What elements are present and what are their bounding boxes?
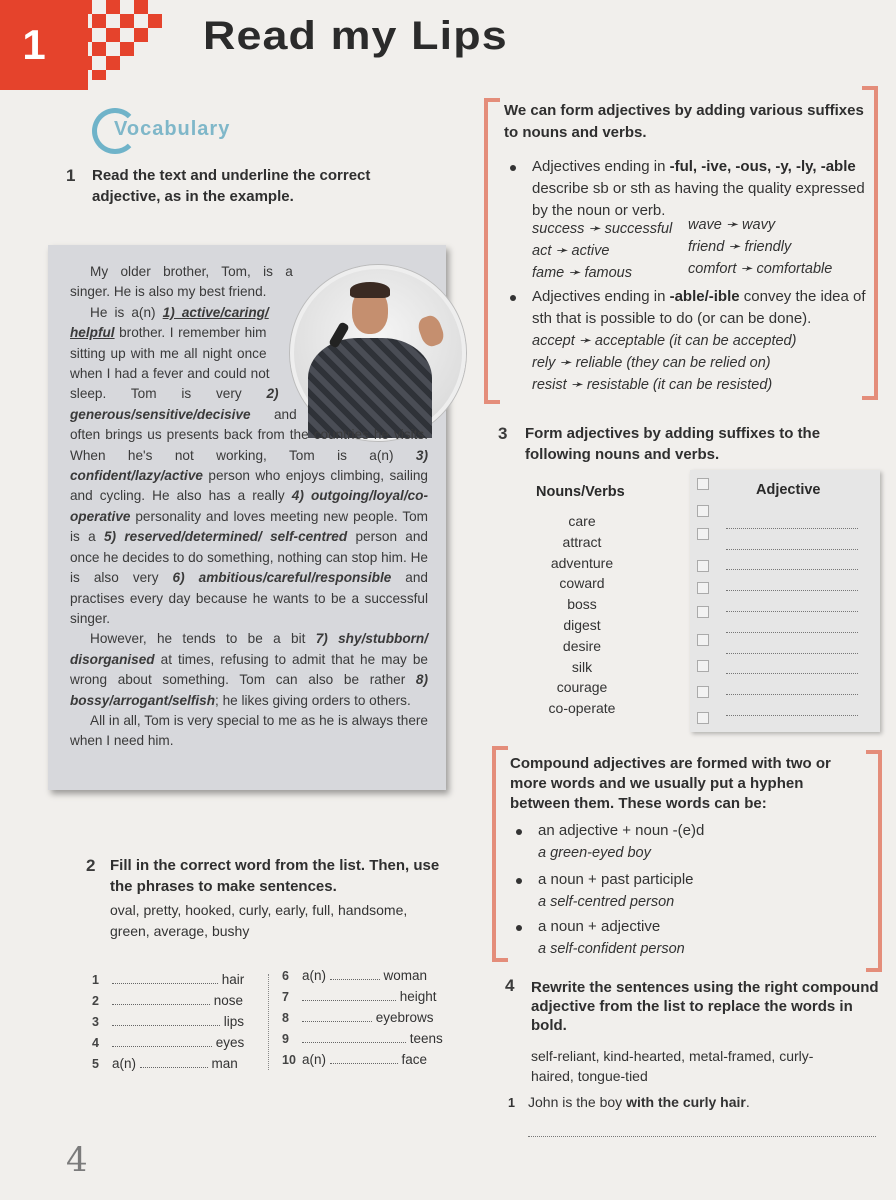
exercise-3-instruction: Form adjectives by adding suffixes to the following nouns and verbs.: [525, 425, 821, 463]
exercise-4-instruction: Rewrite the sentences using the right compound adjective from the list to replace the words in bold.: [531, 979, 879, 1034]
row-word: lips: [223, 1014, 245, 1029]
checkbox-icon: [697, 478, 709, 490]
exercise-1-instruction: Read the text and underline the correct adjective, as in the example.: [92, 167, 371, 205]
info-box-1-bracket-left: [484, 98, 500, 404]
suffix-list: -able/-ible: [669, 288, 740, 305]
exercise-3-number: 3: [498, 424, 508, 443]
checkbox-icon: [697, 634, 709, 646]
answer-blank[interactable]: [330, 968, 380, 980]
example-item: fame ➛ famous: [532, 265, 632, 281]
text-segment: and often brings us presents back from the countries he visits. When he's not working, Tom is a(n): [70, 406, 428, 463]
rule-example: a self-confident person: [538, 941, 685, 957]
choice-6[interactable]: 6) ambitious/careful/responsible: [172, 570, 392, 586]
answer-blank[interactable]: [112, 1014, 220, 1026]
choice-7[interactable]: 7) shy/stubborn/ disorganised: [70, 631, 428, 667]
info-box-1-bullet-1: [532, 156, 866, 222]
fill-row: [282, 1052, 452, 1073]
row-prefix: a(n): [302, 968, 327, 983]
choice-3[interactable]: 3) confident/lazy/active: [70, 447, 428, 484]
exercise-2-word-list: oval, pretty, hooked, curly, early, full, handsome, green, average, bushy: [110, 902, 408, 939]
example-item: rely ➛ reliable (they can be relied on): [532, 355, 771, 371]
exercise-1-number: 1: [66, 166, 76, 185]
row-word: nose: [213, 993, 244, 1008]
checker-decoration: [70, 0, 162, 82]
text-segment: ; he likes giving orders to others.: [215, 692, 411, 708]
exercise-4-number: 4: [505, 976, 515, 995]
text-segment: Adjectives ending in: [532, 288, 670, 305]
row-prefix: a(n): [112, 1056, 137, 1071]
exercise-2-right-column: [282, 968, 452, 1073]
section-label: Vocabulary: [114, 118, 231, 140]
paragraph-2: [70, 629, 428, 711]
text-segment: brother. I remember him sitting up with me all night once when I had a fever and could not sleep. Tom is very: [70, 325, 270, 402]
exercise-2-left-column: [92, 972, 264, 1077]
text-segment: convey the idea of sth that is possible to do (or can be done).: [532, 288, 866, 327]
checkbox-icon: [697, 660, 709, 672]
info-box-2-heading: Compound adjectives are formed with two or more words and we usually put a hyphen between them. These words can be:: [510, 755, 831, 812]
row-number: 7: [282, 990, 289, 1004]
answer-line[interactable]: [726, 570, 858, 591]
choice-1[interactable]: 1) active/caring/ helpful: [70, 304, 269, 341]
text-segment: person and once he decides to do something, nothing can stop him. He is also very: [70, 529, 428, 586]
row-word: hair: [221, 972, 245, 987]
examples-col-3: [532, 330, 862, 396]
fill-row: [92, 1035, 264, 1056]
answer-blank[interactable]: [112, 1035, 212, 1047]
row-number: 4: [92, 1036, 99, 1050]
word-list: [530, 513, 634, 721]
row-word: woman: [383, 968, 428, 983]
example-item: friend ➛ friendly: [688, 239, 792, 255]
info-box-2-bracket-left: [492, 746, 508, 962]
checkbox-icon: [697, 686, 709, 698]
choice-8[interactable]: 8) bossy/arrogant/selfish: [70, 672, 428, 708]
fill-row: [92, 1056, 264, 1077]
row-number: 3: [92, 1015, 99, 1029]
checkbox-icon: [697, 560, 709, 572]
examples-col-2: [688, 214, 868, 280]
paragraph-3: All in all, Tom is very special to me as he is always there when I need him.: [70, 712, 428, 749]
exercise-2-number: 2: [86, 856, 96, 875]
list-item: boss: [567, 596, 597, 613]
page-title: Read my Lips: [203, 14, 508, 58]
answer-blank[interactable]: [112, 993, 210, 1005]
fill-row: [282, 1010, 452, 1031]
row-prefix: a(n): [302, 1052, 327, 1067]
list-item: adventure: [550, 554, 614, 571]
checkbox-icon: [697, 582, 709, 594]
row-number: 1: [92, 973, 99, 987]
fill-row: [92, 993, 264, 1014]
fill-row: [282, 1031, 452, 1052]
exercise-2-instruction: Fill in the correct word from the list. Then, use the phrases to make sentences.: [110, 857, 440, 895]
fill-row: [92, 972, 264, 993]
adjective-answer-lines: [726, 508, 858, 716]
exercise-4-word-list: self-reliant, kind-hearted, metal-framed, curly-haired, tongue-tied: [531, 1048, 814, 1084]
answer-blank[interactable]: [302, 1010, 372, 1022]
info-box-1-heading: We can form adjectives by adding various suffixes to nouns and verbs.: [504, 102, 864, 141]
text-segment: However, he tends to be a bit: [90, 631, 316, 647]
list-item: digest: [563, 616, 601, 633]
list-item: desire: [562, 637, 602, 654]
list-item: silk: [571, 658, 593, 675]
answer-line[interactable]: [726, 591, 858, 612]
info-box-2-item-3: [538, 916, 858, 960]
example-item: act ➛ active: [532, 243, 610, 259]
answer-line[interactable]: [726, 674, 858, 695]
page-number: 4: [66, 1140, 88, 1180]
fill-row: [282, 989, 452, 1010]
info-box-2-item-2: [538, 869, 858, 913]
list-item: co-operate: [548, 700, 616, 717]
checkbox-icon: [697, 528, 709, 540]
row-word: eyes: [215, 1035, 245, 1050]
column-header-nouns: Nouns/Verbs: [536, 484, 625, 500]
text-segment: personality and loves meeting new people. Tom is a: [70, 508, 428, 545]
row-word: man: [211, 1056, 238, 1071]
text-segment: person who enjoys climbing, sailing and cycling. He also has a really: [70, 468, 428, 504]
examples-col-1: [532, 218, 692, 284]
choice-2[interactable]: 2) generous/sensitive/decisive: [70, 386, 279, 422]
rule-example: a self-centred person: [538, 894, 675, 910]
example-item: accept ➛ acceptable (it can be accepted): [532, 333, 797, 349]
answer-blank[interactable]: [302, 1031, 406, 1043]
row-word: height: [399, 989, 437, 1004]
rule-text: a noun + adjective: [538, 918, 661, 935]
answer-line[interactable]: [726, 550, 858, 571]
row-number: 6: [282, 969, 289, 983]
info-box-2-bracket-right: [866, 750, 882, 972]
answer-line[interactable]: [726, 654, 858, 675]
rule-text: an adjective + noun -(e)d: [538, 822, 705, 839]
unit-number: 1: [22, 21, 46, 68]
info-box-1-bullet-2: [532, 286, 866, 330]
text-segment: and practises every day because he wants to be a successful singer.: [70, 570, 428, 626]
answer-blank[interactable]: [330, 1052, 398, 1064]
checkbox-icon: [697, 606, 709, 618]
info-box-2-item-1: [538, 820, 858, 864]
reading-text: [70, 262, 428, 752]
answer-line[interactable]: [726, 508, 858, 529]
suffix-list: -ful, -ive, -ous, -y, -ly, -able: [669, 158, 856, 175]
text-segment: He is a(n): [90, 304, 163, 320]
checkbox-icon: [697, 712, 709, 724]
row-word: face: [401, 1052, 428, 1067]
fill-row: [92, 1014, 264, 1035]
answer-line[interactable]: [726, 633, 858, 654]
row-number: 9: [282, 1032, 289, 1046]
list-item: attract: [562, 533, 602, 550]
paragraph-1a: My older brother, Tom, is a singer. He is also my best friend.: [70, 264, 293, 300]
list-item: courage: [556, 679, 608, 696]
text-segment: Adjectives ending in: [532, 158, 670, 175]
exercise-4-sentence-1: [508, 1094, 868, 1110]
sentence-number: 1: [508, 1096, 515, 1110]
answer-line[interactable]: [528, 1122, 876, 1137]
rule-text: a noun + past participle: [538, 871, 694, 888]
example-item: resist ➛ resistable (it can be resisted): [532, 377, 773, 393]
column-divider: [268, 974, 269, 1070]
checkbox-icon: [697, 505, 709, 517]
answer-line[interactable]: [726, 695, 858, 716]
row-number: 10: [282, 1053, 296, 1067]
text-segment: .: [745, 1094, 750, 1110]
row-number: 2: [92, 994, 99, 1008]
answer-line[interactable]: [726, 612, 858, 633]
text-segment: describe sb or sth as having the quality expressed by the noun or verb.: [532, 180, 865, 219]
row-number: 5: [92, 1057, 99, 1071]
bold-phrase: with the curly hair: [626, 1094, 746, 1110]
choice-4[interactable]: 4) outgoing/loyal/co-operative: [70, 488, 428, 524]
answer-blank[interactable]: [302, 989, 396, 1001]
list-item: coward: [559, 575, 605, 592]
answer-blank[interactable]: [112, 972, 218, 984]
list-item: care: [568, 513, 596, 529]
choice-5[interactable]: 5) reserved/determined/ self-centred: [103, 529, 348, 545]
example-item: success ➛ successful: [532, 221, 673, 237]
example-item: comfort ➛ comfortable: [688, 261, 833, 277]
text-segment: at times, refusing to admit that he may be wrong about something. Tom can also be rather: [70, 651, 428, 688]
answer-line[interactable]: [726, 529, 858, 550]
row-word: eyebrows: [375, 1010, 434, 1025]
row-word: teens: [409, 1031, 443, 1046]
answer-blank[interactable]: [140, 1056, 208, 1068]
fill-row: [282, 968, 452, 989]
example-item: wave ➛ wavy: [688, 217, 776, 233]
rule-example: a green-eyed boy: [538, 845, 651, 861]
text-segment: John is the boy: [528, 1094, 627, 1110]
row-number: 8: [282, 1011, 289, 1025]
column-header-adjective: Adjective: [756, 482, 821, 498]
